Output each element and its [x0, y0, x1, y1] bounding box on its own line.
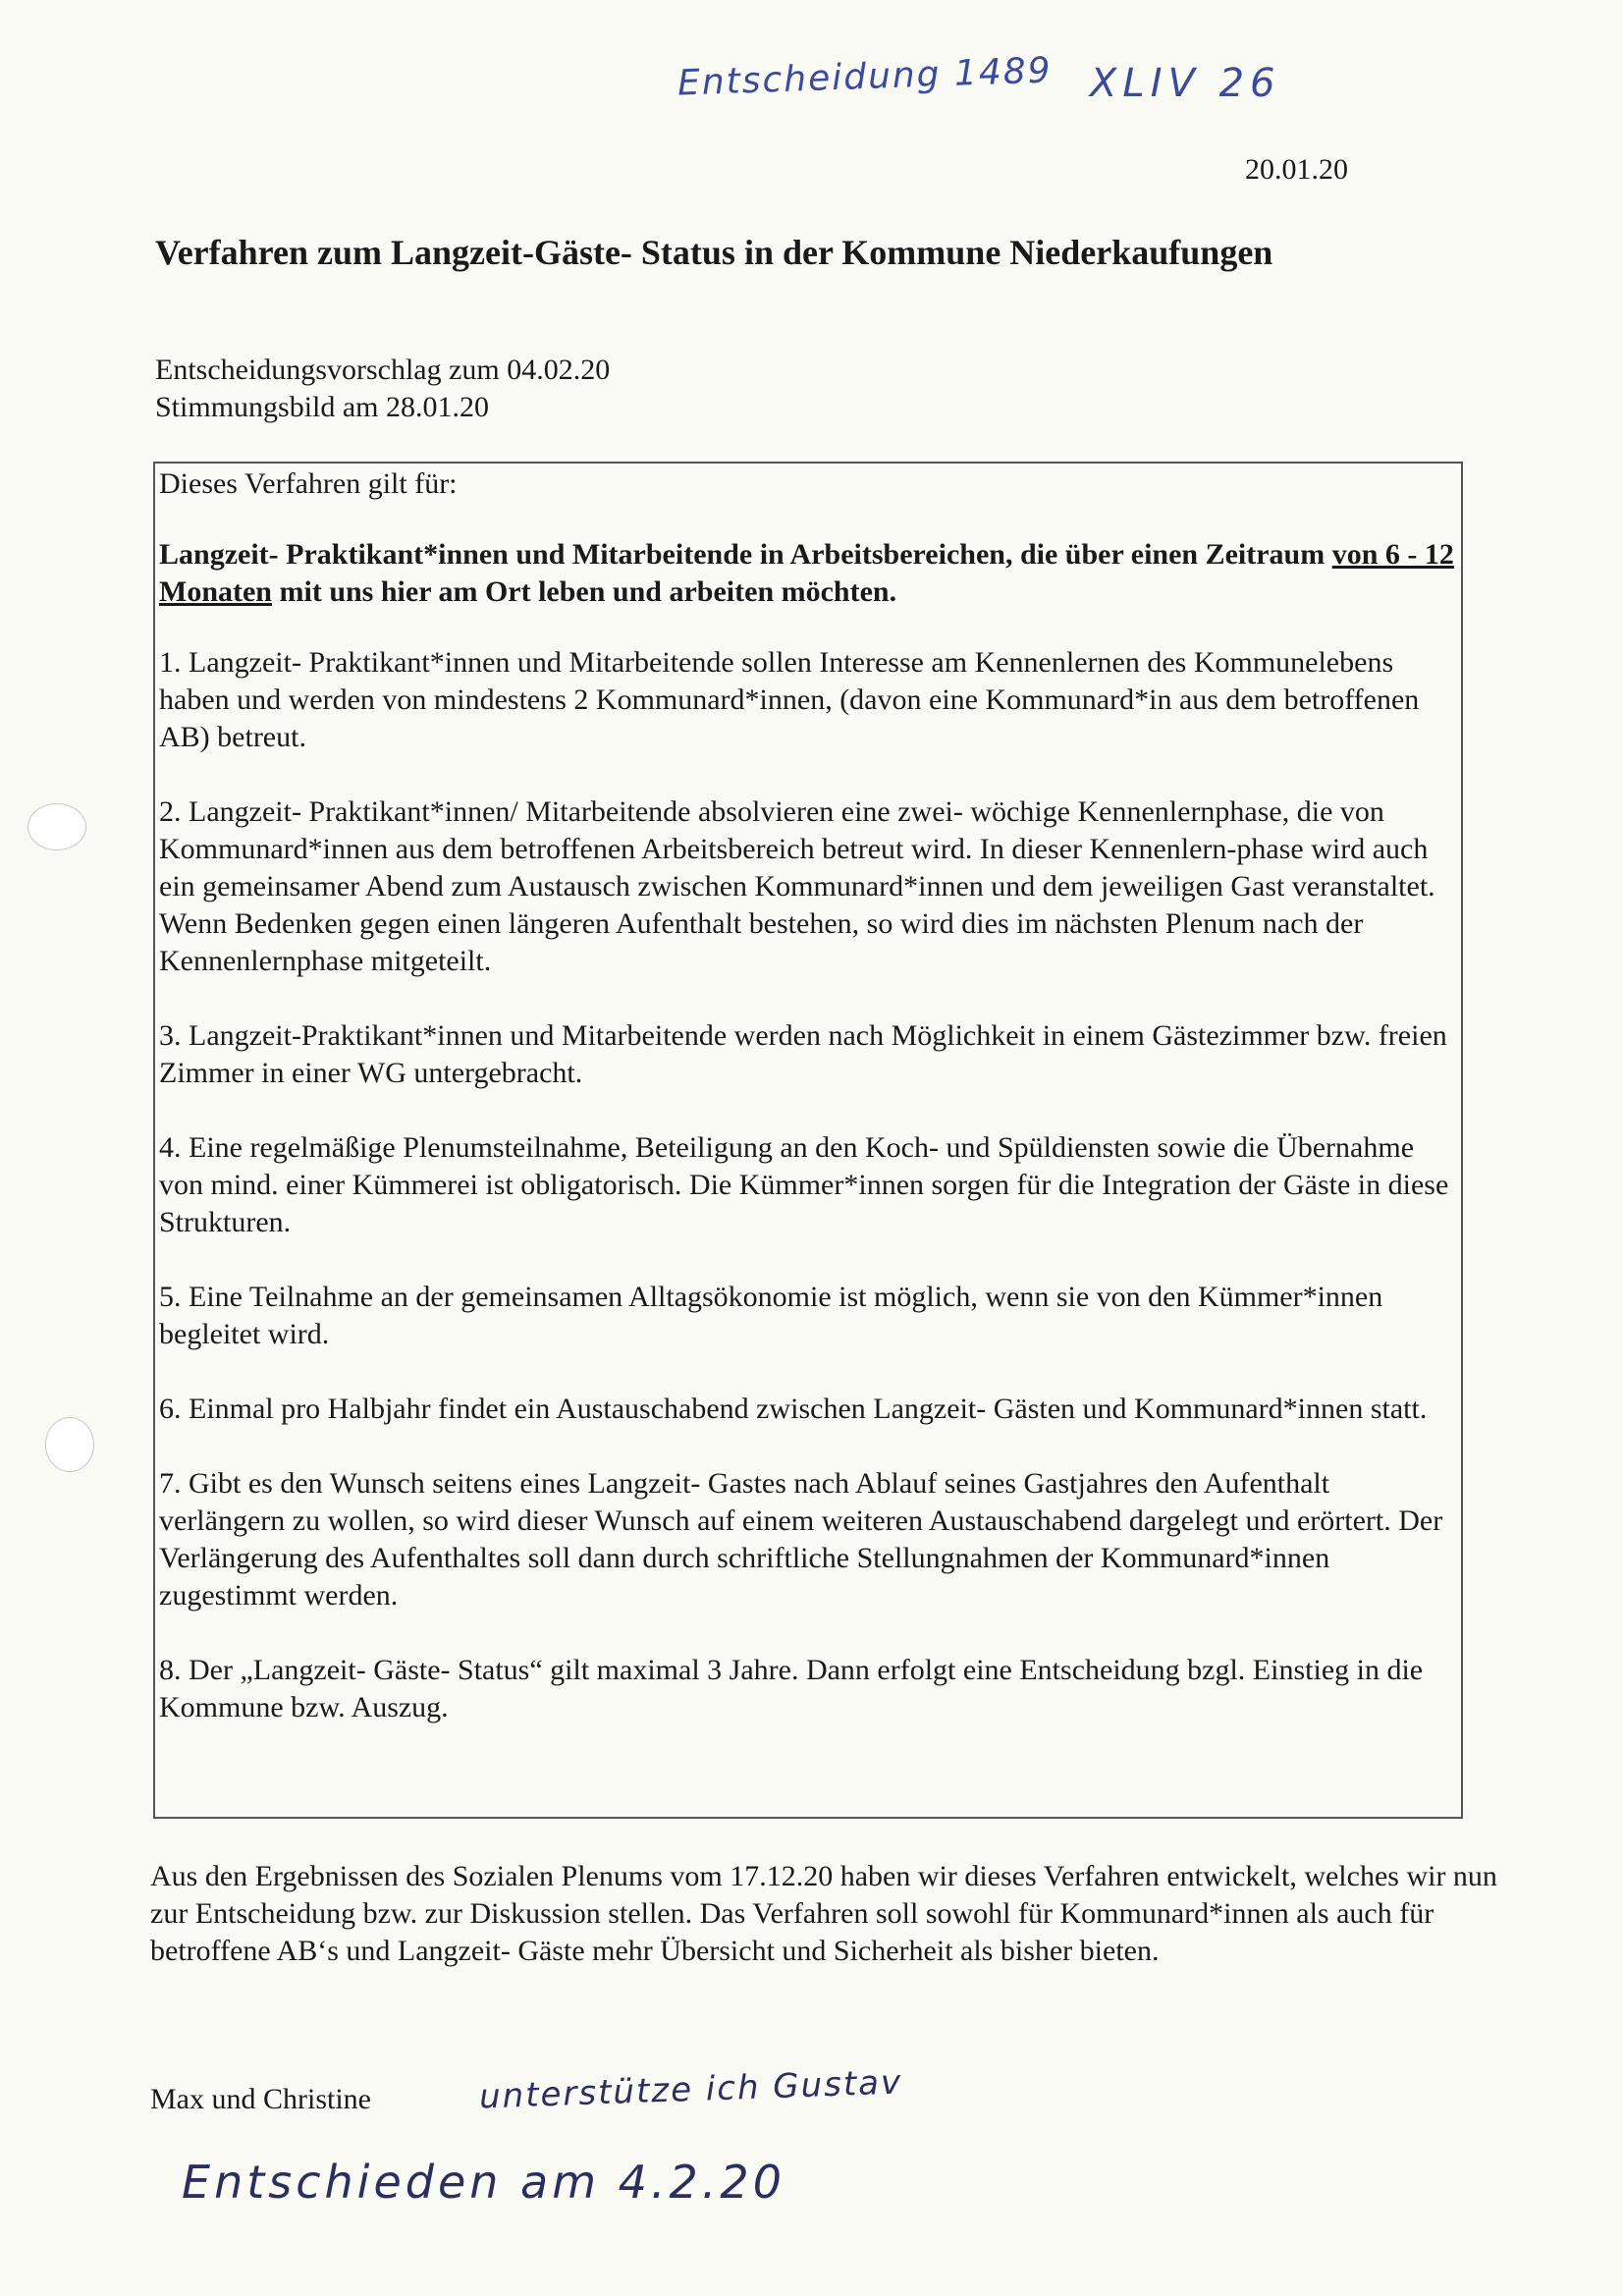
- box-intro: Dieses Verfahren gilt für:: [159, 467, 458, 500]
- rule-8: 8. Der „Langzeit- Gäste- Status“ gilt maximal 3 Jahre. Dann erfolgt eine Entscheidung bzgl. Einstieg in die Kommune bzw. Auszug.: [159, 1654, 1424, 1723]
- handwritten-reference: XLIV 26: [1090, 61, 1281, 106]
- rules-box: [153, 462, 1463, 1819]
- document-date: 20.01.20: [1245, 153, 1348, 186]
- rule-1: 1. Langzeit- Praktikant*innen und Mitarbeitende sollen Interesse am Kennenlernen des Kommunelebens haben und werden von mindestens 2 Kommunard*innen, (davon eine Kommunard*in aus dem betroffenen AB) betreut.: [159, 646, 1420, 753]
- proposal-info: [155, 352, 610, 426]
- rule-3: 3. Langzeit-Praktikant*innen und Mitarbeitende werden nach Möglichkeit in einem Gästezimmer bzw. freien Zimmer in einer WG untergebracht.: [159, 1019, 1447, 1089]
- closing-paragraph: Aus den Ergebnissen des Sozialen Plenums vom 17.12.20 haben wir dieses Verfahren entwickelt, welches wir nun zur Entscheidung bzw. zur Diskussion stellen. Das Verfahren soll sowohl für Kommunard*innen als auch für betroffene AB‘s und Langzeit- Gäste mehr Übersicht und Sicherheit als bisher bieten.: [150, 1860, 1497, 1967]
- proposal-line: Entscheidungsvorschlag zum 04.02.20: [155, 354, 611, 386]
- rule-4: 4. Eine regelmäßige Plenumsteilnahme, Beteiligung an den Koch- und Spüldiensten sowie die Übernahme von mind. einer Kümmerei ist obligatorisch. Die Kümmer*innen sorgen für die Integration der Gäste in diese Strukturen.: [159, 1131, 1449, 1238]
- box-scope: [159, 536, 1455, 611]
- handwritten-decision-number: Entscheidung 1489: [676, 50, 1054, 104]
- rule-2-note: Wenn Bedenken gegen einen längeren Aufenthalt bestehen, so wird dies im nächsten Plenum nach der Kennenlernphase mitgeteilt.: [159, 907, 1364, 977]
- handwritten-note: unterstütze ich Gustav: [478, 2062, 903, 2117]
- document-title: Verfahren zum Langzeit-Gäste- Status in der Kommune Niederkaufungen: [155, 233, 1273, 272]
- scope-duration: von 6 - 12 Monaten: [159, 538, 1454, 608]
- signature: Max und Christine: [150, 2083, 371, 2115]
- handwritten-decision-date: Entschieden am 4.2.20: [182, 2156, 785, 2209]
- punch-hole: [27, 803, 86, 850]
- punch-hole: [45, 1417, 94, 1472]
- rule-5: 5. Eine Teilnahme an der gemeinsamen Alltagsökonomie ist möglich, wenn sie von den Kümmer*innen begleitet wird.: [159, 1281, 1383, 1350]
- rule-6: 6. Einmal pro Halbjahr findet ein Austauschabend zwischen Langzeit- Gästen und Kommunard*innen statt.: [159, 1393, 1428, 1425]
- poll-line: Stimmungsbild am 28.01.20: [155, 391, 490, 423]
- scope-text: Langzeit- Praktikant*innen und Mitarbeitende in Arbeitsbereichen, die über einen Zeitraum: [159, 538, 1332, 571]
- scope-text-end: mit uns hier am Ort leben und arbeiten möchten.: [272, 575, 897, 608]
- rule-2: 2. Langzeit- Praktikant*innen/ Mitarbeitende absolvieren eine zwei- wöchige Kennenlernphase, die von Kommunard*innen aus dem betroffenen Arbeitsbereich betreut wird. In dieser Kennenlern-phase wird auch ein gemeinsamer Abend zum Austausch zwischen Kommunard*innen und dem jeweiligen Gast veranstaltet.: [159, 795, 1435, 902]
- rule-7: 7. Gibt es den Wunsch seitens eines Langzeit- Gastes nach Ablauf seines Gastjahres den Aufenthalt verlängern zu wollen, so wird dieser Wunsch auf einem weiteren Austauschabend dargelegt und erörtert. Der Verlängerung des Aufenthaltes soll dann durch schriftliche Stellungnahmen der Kommunard*innen zugestimmt werden.: [159, 1467, 1443, 1612]
